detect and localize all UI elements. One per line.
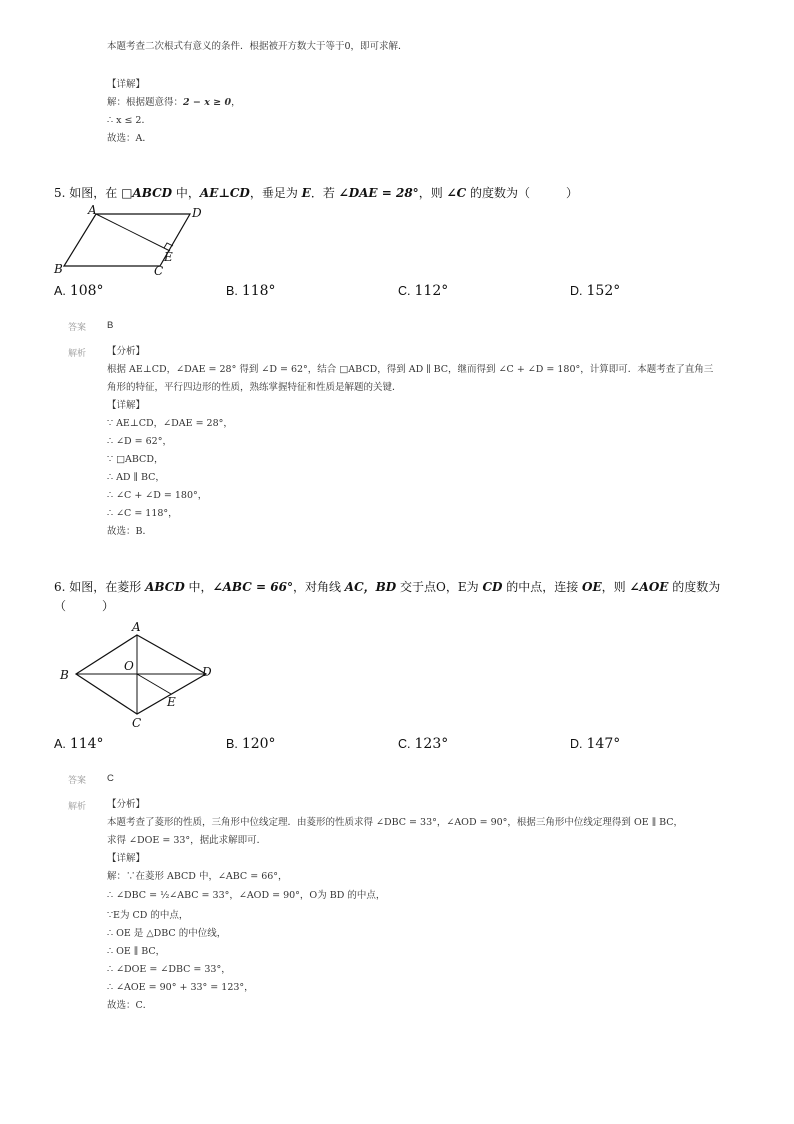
q5-stem-text: ，则: [418, 186, 447, 200]
q6-stem-math: ∠AOE: [629, 580, 669, 594]
option-letter: B.: [226, 737, 238, 751]
q6-detail-head: 【详解】: [107, 853, 146, 864]
option-value: 118°: [241, 283, 276, 299]
q5-label-e: E: [164, 250, 173, 264]
q6-analysis-head: 【分析】: [107, 799, 146, 810]
q5-step: ∴ AD ∥ BC，: [107, 472, 165, 483]
prev-analysis-text: 本题考查二次根式有意义的条件．根据被开方数大于等于0，即可求解．: [107, 41, 408, 52]
q5-stem-math: AE⊥CD: [199, 186, 250, 200]
q6-answer-tag: 答案: [68, 776, 87, 786]
option-letter: B.: [226, 284, 238, 298]
q5-stem-math: ∠C: [446, 186, 467, 200]
q6-label-d: D: [202, 665, 212, 679]
q5-step: ∵ AE⊥CD，∠DAE = 28°，: [107, 418, 233, 429]
q6-label-c: C: [132, 716, 142, 730]
prev-conclusion: 故选：A．: [107, 133, 152, 144]
q6-step: ∴ ∠DOE = ∠DBC = 33°，: [107, 964, 231, 975]
q5-label-b: B: [54, 262, 63, 276]
q5-stem-math: □ABCD: [121, 186, 173, 200]
q5-option-b[interactable]: [226, 283, 276, 299]
q6-stem-text: 中，: [184, 580, 213, 594]
q6-stem-math: ABCD: [145, 580, 185, 594]
q6-analysis-line-2: 求得 ∠DOE = 33°，据此求解即可．: [107, 835, 267, 846]
option-value: 123°: [414, 736, 449, 752]
q6-option-c[interactable]: [398, 736, 448, 752]
q6-option-a[interactable]: [54, 736, 104, 752]
option-value: 108°: [69, 283, 104, 299]
q5-option-c[interactable]: [398, 283, 448, 299]
q5-option-a[interactable]: [54, 283, 104, 299]
q6-stem-text: ，对角线: [292, 580, 345, 594]
q5-answer: B: [107, 320, 114, 331]
q6-label-b: B: [60, 668, 69, 682]
q6-conclusion: 故选：C．: [107, 1000, 153, 1011]
q5-label-d: D: [192, 206, 202, 220]
prev-step-2: ∴ x ≤ 2．: [107, 115, 151, 126]
option-value: 152°: [586, 283, 621, 299]
q5-analysis-line-1: 根据 AE⊥CD，∠DAE = 28° 得到 ∠D = 62°，结合 □ABCD，得到 AD ∥ BC，继而得到 ∠C + ∠D = 180°，计算即可．本题考查了直角三: [107, 364, 714, 375]
q6-step: ∴ ∠AOE = 90° + 33° = 123°，: [107, 982, 254, 993]
q6-option-b[interactable]: [226, 736, 276, 752]
q6-stem-line-2: （ ）: [54, 599, 115, 613]
q6-stem: [54, 579, 720, 595]
q5-detail-head: 【详解】: [107, 400, 146, 411]
q5-step: ∴ ∠C = 118°，: [107, 508, 178, 519]
q6-stem-text: 的中点，连接: [502, 580, 583, 594]
option-value: 114°: [69, 736, 104, 752]
q6-stem-math: AC，BD: [344, 580, 397, 594]
q5-segment-ae: [96, 214, 170, 251]
q5-stem-text: 的度数为（ ）: [466, 186, 578, 200]
q5-stem-math: ∠DAE = 28°: [338, 186, 419, 200]
option-letter: D.: [570, 284, 583, 298]
q6-stem-text: 的度数为: [668, 580, 721, 594]
option-value: 120°: [241, 736, 276, 752]
q5-stem-text: 5. 如图，在: [54, 186, 122, 200]
q6-label-e: E: [167, 695, 176, 709]
q5-stem: [54, 185, 578, 201]
q6-stem-text: 交于点O，E为: [396, 580, 483, 594]
q6-analysis-tag: 解析: [68, 802, 87, 812]
option-letter: A.: [54, 737, 66, 751]
option-value: 147°: [586, 736, 621, 752]
q5-conclusion: 故选：B．: [107, 526, 152, 537]
q6-stem-text: ，则: [601, 580, 630, 594]
q5-stem-text: ，垂足为: [249, 186, 302, 200]
q5-analysis-tag: 解析: [68, 349, 87, 359]
q6-rhombus-figure: [56, 616, 226, 731]
q5-option-d[interactable]: [570, 283, 620, 299]
q6-label-o: O: [124, 659, 134, 673]
q5-label-a: A: [88, 203, 97, 217]
q6-step: ∴ ∠DBC = ½∠ABC = 33°，∠AOD = 90°，O为 BD 的中点，: [107, 890, 386, 901]
q5-answer-tag: 答案: [68, 323, 87, 333]
q6-option-d[interactable]: [570, 736, 620, 752]
q6-step: ∴ OE ∥ BC，: [107, 946, 166, 957]
q5-stem-math: E: [301, 186, 311, 200]
prev-step-1: [107, 96, 241, 109]
q6-answer: C: [107, 773, 114, 784]
q5-analysis-line-2: 角形的特征，平行四边形的性质，熟练掌握特征和性质是解题的关键．: [107, 382, 402, 393]
option-letter: A.: [54, 284, 66, 298]
option-letter: D.: [570, 737, 583, 751]
q5-label-c: C: [154, 264, 164, 278]
q5-stem-text: ．若: [310, 186, 339, 200]
prev-detail-tag: 【详解】: [107, 79, 146, 90]
prev-step-1-prefix: 解：根据题意得：: [107, 97, 184, 108]
prev-step-1-math: 2 − x ≥ 0: [183, 97, 232, 108]
q6-stem-text: 6. 如图，在菱形: [54, 580, 146, 594]
q6-stem-math: OE: [582, 580, 602, 594]
option-value: 112°: [414, 283, 449, 299]
q6-step: ∴ OE 是 △DBC 的中位线，: [107, 928, 227, 939]
q5-step: ∵ □ABCD，: [107, 454, 164, 465]
q6-analysis-line-1: 本题考查了菱形的性质，三角形中位线定理．由菱形的性质求得 ∠DBC = 33°，∠AOD = 90°，根据三角形中位线定理得到 OE ∥ BC，: [107, 817, 684, 828]
q5-step: ∴ ∠D = 62°，: [107, 436, 172, 447]
q5-stem-text: 中，: [172, 186, 200, 200]
q6-step: 解：∵在菱形 ABCD 中，∠ABC = 66°，: [107, 871, 288, 882]
prev-step-1-suffix: ，: [231, 97, 241, 108]
q6-stem-math: ∠ABC = 66°: [212, 580, 293, 594]
q5-parallelogram-figure: [50, 200, 220, 280]
q5-right-angle-mark: [164, 243, 173, 248]
q5-analysis-head: 【分析】: [107, 346, 146, 357]
q5-step: ∴ ∠C + ∠D = 180°，: [107, 490, 208, 501]
q6-label-a: A: [132, 620, 141, 634]
q6-segment-oe: [137, 674, 171, 694]
option-letter: C.: [398, 737, 411, 751]
q6-step: ∵E为 CD 的中点，: [107, 910, 189, 921]
q6-stem-math: CD: [482, 580, 503, 594]
option-letter: C.: [398, 284, 411, 298]
